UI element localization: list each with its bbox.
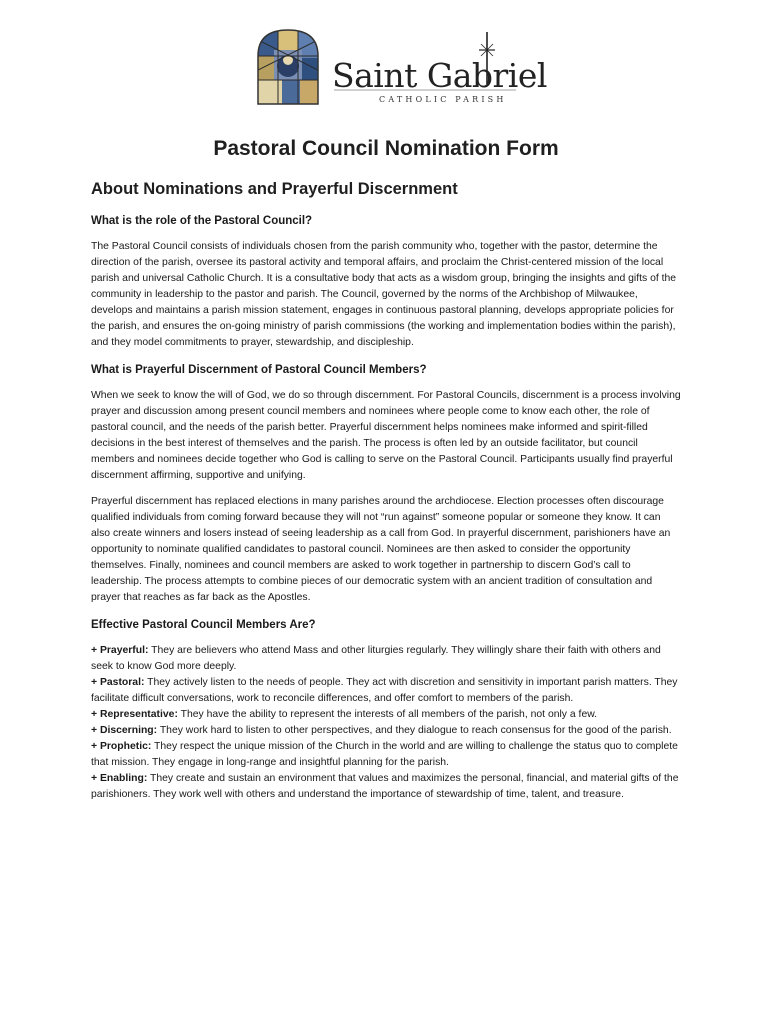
- quality-item: [91, 723, 681, 739]
- qualities-list: [91, 643, 681, 803]
- role-paragraph: The Pastoral Council consists of individuals chosen from the parish community who, together with the pastor, determine the direction of the parish, oversee its pastoral activity and temporal affairs, and proclaim the Christ-centered mission of the local parish and universal Catholic Church. It is a consultative body that acts as a wisdom group, bringing the insights and gifts of the community in leadership to the pastor and parish. The Council, governed by the norms of the Archbishop of Milwaukee, develops and maintains a parish mission statement, engages in continuous pastoral planning, develops appropriate policies for the parish, and ensures the on-going ministry of parish commissions (the working and implementation bodies within the parish), and they model commitments to prayer, stewardship, and discipleship.: [91, 241, 677, 348]
- quality-item: [91, 707, 681, 723]
- quality-text: They create and sustain an environment that values and maximizes the personal, financial, and material gifts of the parishioners. They work well with others and understand the importance of stewardship of time, talent, and treasure.: [91, 773, 679, 800]
- parish-subtitle: CATHOLIC PARISH: [379, 95, 507, 104]
- discernment-paragraph-1: When we seek to know the will of God, we do so through discernment. For Pastoral Councils, discernment is a process involving prayer and discussion among present council members and nominees where people come to know each other, the role of pastoral council, and the needs of the parish better. Prayerful discernment helps nominees make informed and spirit-filled decisions in the best interest of themselves and the parish. The process is often led by an outside facilitator, but council members and nominees decide together who God is calling to serve on the Pastoral Council. Participants usually find prayerful discernment affirming, supportive and unifying.: [91, 390, 681, 481]
- quality-item: [91, 739, 681, 771]
- quality-key: + Pastoral:: [91, 677, 145, 688]
- quality-key: + Representative:: [91, 709, 178, 720]
- parish-logo: [252, 26, 547, 108]
- quality-key: + Discerning:: [91, 725, 158, 736]
- question-effective-members: Effective Pastoral Council Members Are?: [91, 619, 316, 631]
- discernment-paragraph-2: Prayerful discernment has replaced elections in many parishes around the archdiocese. Election processes often discourage qualified individuals from coming forward because they will not “run against” someone popular or someone they know. It can also create winners and losers instead of seeing leadership as a call from God. In prayerful discernment, parishioners have an opportunity to nominate qualified candidates to pastoral council. Nominees are then asked to consider the opportunity themselves. Finally, nominees and council members are asked to work together in partnership to discern God’s call to leadership. The process attempts to combine pieces of our democratic system with an ancient tradition of consultation and prayer that reaches as far back as the Apostles.: [91, 496, 671, 603]
- form-title: Pastoral Council Nomination Form: [213, 137, 559, 160]
- quality-item: [91, 675, 681, 707]
- section-subtitle: About Nominations and Prayerful Discernment: [91, 180, 458, 198]
- parish-name: Saint Gabriel: [332, 56, 547, 95]
- quality-text: They work hard to listen to other perspectives, and they dialogue to reach consensus for the good of the parish.: [157, 725, 672, 736]
- document-body: [91, 134, 681, 803]
- quality-text: They are believers who attend Mass and other liturgies regularly. They willingly share their faith with others and seek to know God more deeply.: [91, 645, 661, 672]
- question-discernment: What is Prayerful Discernment of Pastoral Council Members?: [91, 364, 427, 376]
- quality-text: They have the ability to represent the interests of all members of the parish, not only a few.: [177, 709, 598, 720]
- quality-key: + Enabling:: [91, 773, 148, 784]
- quality-key: + Prophetic:: [91, 741, 152, 752]
- quality-text: They actively listen to the needs of people. They act with discretion and sensitivity in important parish matters. They facilitate difficult conversations, work to reconcile differences, and offer comfort to members of the parish.: [91, 677, 678, 704]
- quality-text: They respect the unique mission of the Church in the world and are willing to challenge the status quo to complete that mission. They engage in long-range and insightful planning for the parish.: [91, 741, 678, 768]
- quality-item: [91, 771, 681, 803]
- quality-item: [91, 643, 681, 675]
- question-role: What is the role of the Pastoral Council?: [91, 215, 313, 227]
- quality-key: + Prayerful:: [91, 645, 149, 656]
